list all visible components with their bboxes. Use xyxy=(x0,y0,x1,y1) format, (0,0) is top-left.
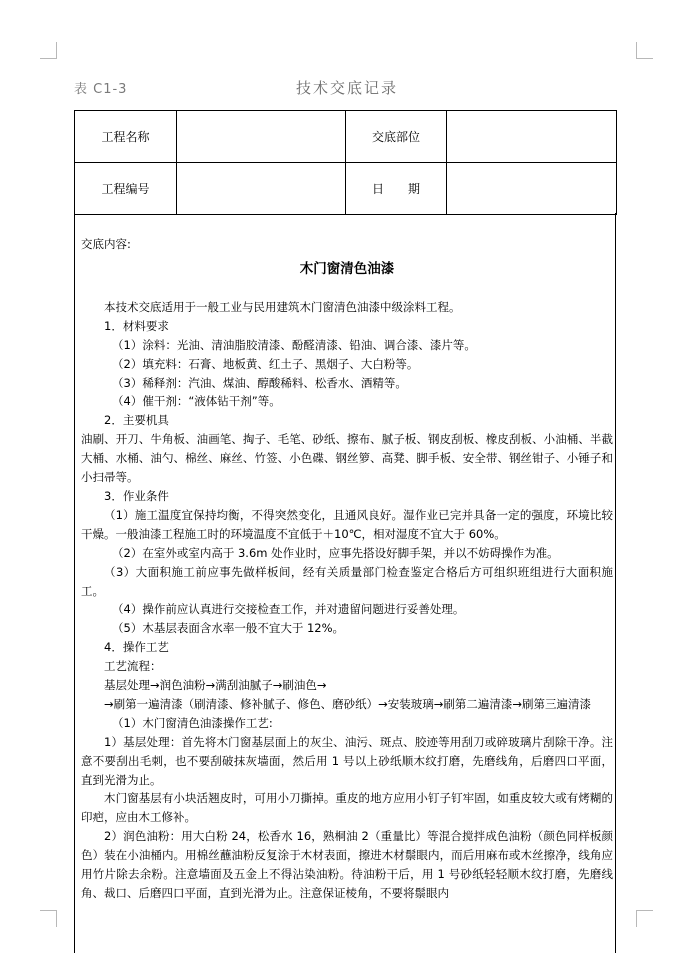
list-item: （4）操作前应认真进行交接检查工作，并对遗留问题进行妥善处理。 xyxy=(112,602,465,617)
crop-mark-top-left xyxy=(40,42,57,59)
section-heading: 2．主要机具 xyxy=(104,413,169,428)
disclosure-content-box xyxy=(74,213,616,953)
section-heading: 3．作业条件 xyxy=(104,488,169,503)
location-field[interactable] xyxy=(447,111,617,163)
date-field[interactable] xyxy=(447,163,617,215)
process-flow: →刷第一遍清漆（刷清漆、修补腻子、修色、磨砂纸）→安装玻璃→刷第二遍清漆→刷第三遍清漆 xyxy=(104,696,592,711)
paragraph: （3）大面积施工前应事先做样板间，经有关质量部门检查鉴定合格后方可组织班组进行大面积施工。 xyxy=(81,564,613,598)
process-flow: 基层处理→润色油粉→满刮油腻子→刷油色→ xyxy=(104,678,327,693)
paragraph: 1）基层处理：首先将木门窗基层面上的灰尘、油污、斑点、胶迹等用刮刀或碎玻璃片刮除干净。注意不要刮出毛刺，也不要刮破抹灰墙面，然后用 1 号以上砂纸顺木纹打磨，先磨线角，后磨四口平面，直到光滑为止。 xyxy=(81,734,613,787)
section-heading: 4．操作工艺 xyxy=(104,640,169,655)
paragraph: 本技术交底适用于一般工业与民用建筑木门窗清色油漆中级涂料工程。 xyxy=(104,299,461,314)
document-title: 技术交底记录 xyxy=(296,79,399,97)
list-item: （2）在室外或室内高于 3.6m 处作业时，应事先搭设好脚手架，并以不妨碍操作为准。 xyxy=(112,545,559,560)
crop-mark-bottom-right xyxy=(636,910,653,927)
table-row xyxy=(75,163,617,215)
form-code: 表 C1-3 xyxy=(74,82,128,97)
project-info-table xyxy=(74,110,617,215)
content-heading: 木门窗清色油漆 xyxy=(299,260,395,277)
paragraph: 工艺流程： xyxy=(104,659,162,674)
section-heading: 1．材料要求 xyxy=(104,318,169,333)
list-item: （3）稀释剂：汽油、煤油、醇酸稀料、松香水、酒精等。 xyxy=(112,375,407,390)
list-item: （4）催干剂：“液体钻干剂”等。 xyxy=(112,394,281,409)
list-item: （1）木门窗清色油漆操作工艺: xyxy=(112,715,273,730)
list-item: （1）涂料：光油、清油脂胶清漆、酚醛清漆、铅油、调合漆、漆片等。 xyxy=(112,337,476,352)
crop-mark-top-right xyxy=(636,42,653,59)
project-name-field[interactable] xyxy=(177,111,346,163)
project-number-label: 工程编号 xyxy=(75,163,177,215)
paragraph: （1）施工温度宜保持均衡，不得突然变化，且通风良好。湿作业已完并具备一定的强度，环境比较干燥。一般油漆工程施工时的环境温度不宜低于＋10℃，相对湿度不宜大于 60%。 xyxy=(81,507,613,541)
table-row xyxy=(75,111,617,163)
paragraph: 木门窗基层有小块活翘皮时，可用小刀撕掉。重皮的地方应用小钉子钉牢固，如重皮较大或有烤糊的印疤，应由木工修补。 xyxy=(81,791,613,825)
disclosure-content[interactable] xyxy=(81,235,613,903)
crop-mark-bottom-left xyxy=(40,910,57,927)
location-label: 交底部位 xyxy=(346,111,447,163)
section-label: 交底内容: xyxy=(81,237,131,251)
project-name-label: 工程名称 xyxy=(75,111,177,163)
date-label: 日 期 xyxy=(346,163,447,215)
list-item: （2）填充料：石膏、地板黄、红土子、黑烟子、大白粉等。 xyxy=(112,356,419,371)
paragraph: 油刷、开刀、牛角板、油画笔、掏子、毛笔、砂纸、擦布、腻子板、钢皮刮板、橡皮刮板、小油桶、半截大桶、水桶、油勺、棉丝、麻丝、竹签、小色碟、钢丝箩、高凳、脚手板、安全带、钢丝钳子、小锤子和小扫帚等。 xyxy=(81,432,613,485)
list-item: （5）木基层表面含水率一般不宜大于 12%。 xyxy=(112,621,345,636)
project-number-field[interactable] xyxy=(177,163,346,215)
paragraph: 2）润色油粉：用大白粉 24，松香水 16，熟桐油 2（重量比）等混合搅拌成色油粉（颜色同样板颜色）装在小油桶内。用棉丝蘸油粉反复涂于木材表面，擦进木材鬃眼内，而后用麻布或木丝擦净，线角应用竹片除去余粉。注意墙面及五金上不得沾染油粉。待油粉干后，用 1 号砂纸轻轻顺木纹打磨，先磨线角、裁口、后磨四口平面，直到光滑为止。注意保证棱角，不要将鬃眼内 xyxy=(81,829,613,900)
